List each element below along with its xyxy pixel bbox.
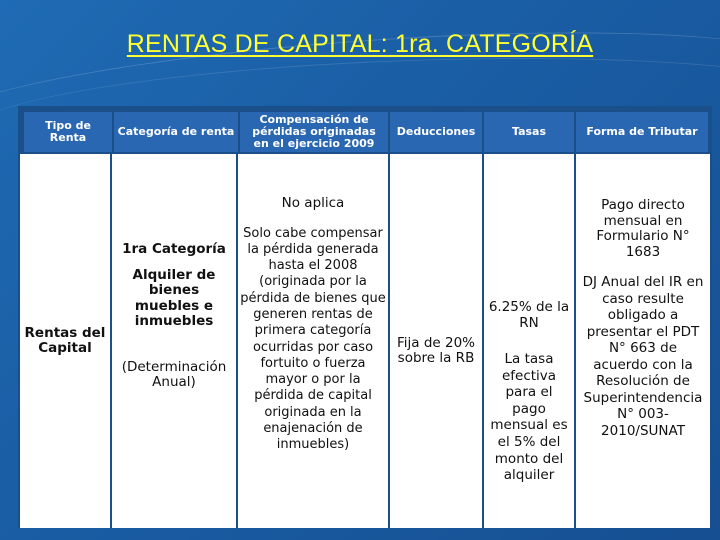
header-tasas: Tasas <box>484 112 574 152</box>
compensacion-detalle: Solo cabe compensar la pérdida generada hasta el 2008 (originada por la pérdida de bienes que generen rentas de primera categoría ocurridas por caso fortuito o fuerza mayor o por la pérdida de capital originada en la enajenación de inmuebles) <box>240 225 386 453</box>
header-compensacion: Compensación de pérdidas originadas en el ejercicio 2009 <box>240 112 388 152</box>
categoria-title: 1ra Categoría <box>122 241 226 257</box>
header-tipo-renta: Tipo de Renta <box>24 112 112 152</box>
forma-dj-anual: DJ Anual del IR en caso resulte obligado a presentar el PDT N° 663 de acuerdo con la Resolución de Superintendencia N° 003-2010/SUNAT <box>582 274 704 439</box>
categoria-subtitle: Alquiler de bienes muebles e inmuebles <box>132 266 216 329</box>
tasas-efectiva: La tasa efectiva para el pago mensual es el 5% del monto del alquiler <box>490 351 568 484</box>
header-deducciones: Deducciones <box>390 112 482 152</box>
cell-tipo-renta <box>20 154 110 528</box>
deducciones-text: Fija de 20% sobre la RB <box>396 334 476 366</box>
forma-pago-directo: Pago directo mensual en Formulario N° 1683 <box>596 197 690 260</box>
table-header <box>18 106 712 154</box>
compensacion-no-aplica: No aplica <box>281 195 345 211</box>
cell-compensacion <box>238 154 388 528</box>
cell-tasas <box>484 154 574 528</box>
cell-categoria <box>112 154 236 528</box>
table-row <box>18 154 712 528</box>
header-categoria: Categoría de renta <box>114 112 238 152</box>
slide-title: RENTAS DE CAPITAL: 1ra. CATEGORÍA <box>126 30 594 58</box>
rentas-table <box>18 106 712 528</box>
tasas-rate: 6.25% de la RN <box>488 299 570 331</box>
header-forma-tributar: Forma de Tributar <box>576 112 708 152</box>
cell-deducciones <box>390 154 482 528</box>
tipo-renta-text: Rentas del Capital <box>24 324 106 356</box>
cell-forma-tributar <box>576 154 710 528</box>
categoria-note: (Determinación Anual) <box>121 358 227 390</box>
